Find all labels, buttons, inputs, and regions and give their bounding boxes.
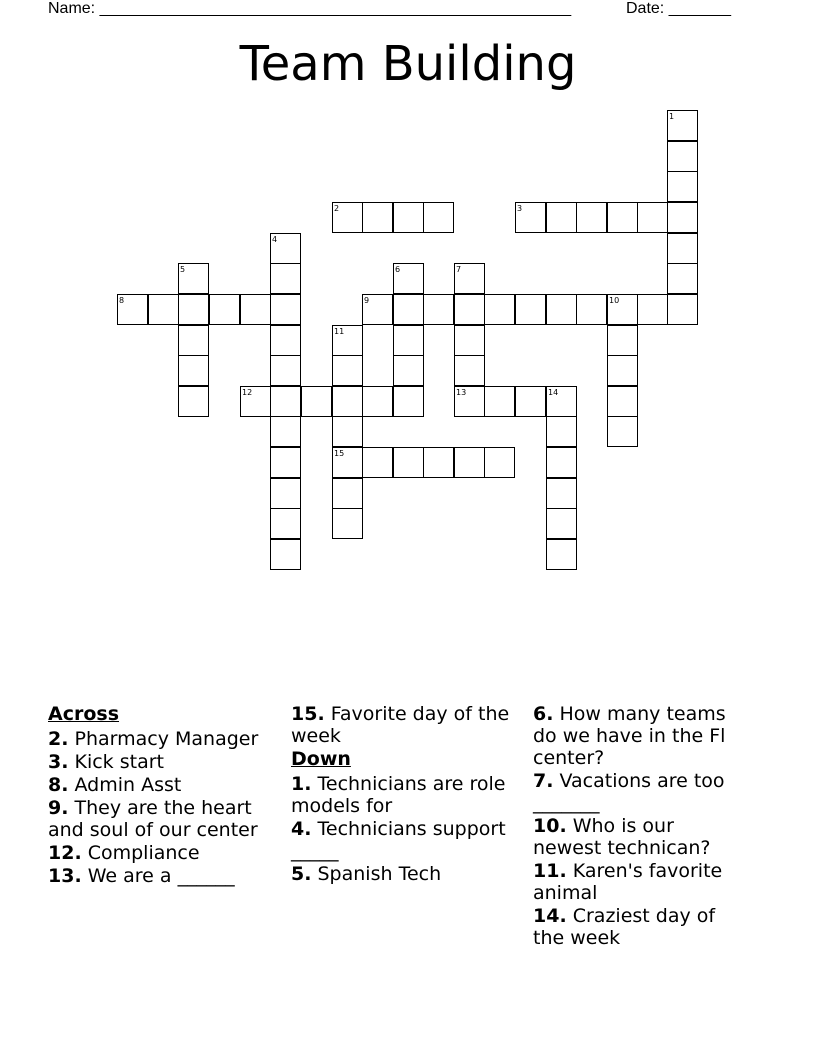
clue-text: Technicians are role models for — [291, 773, 506, 817]
clue-text: Pharmacy Manager — [74, 728, 259, 750]
grid-cell[interactable] — [484, 386, 515, 417]
clue-across-13 — [48, 865, 273, 887]
grid-cell[interactable] — [178, 294, 209, 325]
grid-cell[interactable] — [362, 202, 393, 233]
grid-cell[interactable] — [178, 386, 209, 417]
clue-down-7 — [533, 770, 748, 814]
clue-number: 3. — [48, 751, 69, 773]
grid-cell[interactable] — [423, 447, 454, 478]
clue-number-label: 11 — [334, 327, 345, 336]
grid-cell[interactable] — [546, 202, 577, 233]
clue-down-10 — [533, 815, 748, 859]
clue-across-15 — [291, 703, 516, 747]
clue-text: They are the heart and soul of our center — [48, 797, 258, 841]
grid-cell[interactable] — [362, 447, 393, 478]
grid-cell[interactable] — [454, 325, 485, 356]
grid-cell[interactable] — [546, 478, 577, 509]
grid-cell[interactable] — [484, 447, 515, 478]
grid-cell[interactable] — [393, 447, 424, 478]
grid-cell[interactable] — [270, 263, 301, 294]
grid-cell[interactable] — [667, 141, 698, 172]
clue-text: Favorite day of the week — [291, 703, 510, 747]
clue-number: 14. — [533, 905, 567, 927]
grid-cell[interactable] — [362, 386, 393, 417]
grid-cell[interactable] — [393, 355, 424, 386]
grid-cell[interactable] — [332, 416, 363, 447]
grid-cell[interactable] — [393, 386, 424, 417]
clue-across-12 — [48, 842, 273, 864]
grid-cell[interactable] — [270, 386, 301, 417]
clue-number: 1. — [291, 773, 312, 795]
grid-cell[interactable] — [301, 386, 332, 417]
clue-number-label: 6 — [395, 265, 401, 274]
grid-cell[interactable] — [240, 294, 271, 325]
grid-cell[interactable] — [667, 171, 698, 202]
grid-cell[interactable] — [393, 202, 424, 233]
grid-cell[interactable] — [576, 294, 607, 325]
grid-cell[interactable] — [546, 539, 577, 570]
clue-text: Technicians support _____ — [291, 818, 506, 862]
clue-text: We are a ______ — [87, 865, 235, 887]
clue-number-label: 4 — [272, 235, 278, 244]
clue-number-label: 2 — [334, 204, 340, 213]
grid-cell[interactable] — [178, 325, 209, 356]
clue-number: 12. — [48, 842, 82, 864]
down-heading: Down — [291, 748, 351, 770]
clue-down-4 — [291, 818, 516, 862]
clue-number-label: 15 — [334, 449, 345, 458]
grid-cell[interactable] — [607, 325, 638, 356]
grid-cell[interactable] — [270, 325, 301, 356]
clue-text: Compliance — [87, 842, 200, 864]
grid-cell[interactable] — [667, 294, 698, 325]
date-field[interactable]: Date: _______ — [626, 0, 731, 17]
grid-cell[interactable] — [270, 508, 301, 539]
grid-cell[interactable] — [423, 202, 454, 233]
clue-down-11 — [533, 860, 748, 904]
grid-cell[interactable] — [637, 294, 668, 325]
grid-cell[interactable] — [546, 508, 577, 539]
clue-text: Who is our newest technican? — [533, 815, 711, 859]
grid-cell[interactable] — [332, 508, 363, 539]
grid-cell[interactable] — [148, 294, 179, 325]
clue-number-label: 5 — [180, 265, 186, 274]
clue-number: 4. — [291, 818, 312, 840]
grid-cell[interactable] — [270, 478, 301, 509]
grid-cell[interactable] — [546, 447, 577, 478]
clue-text: Spanish Tech — [317, 863, 442, 885]
clue-number-label: 12 — [242, 388, 253, 397]
clue-across-3 — [48, 751, 273, 773]
grid-cell[interactable] — [393, 294, 424, 325]
grid-cell[interactable] — [270, 355, 301, 386]
clue-down-6 — [533, 703, 748, 769]
grid-cell[interactable] — [607, 202, 638, 233]
clue-column-1 — [48, 703, 273, 888]
grid-cell[interactable] — [546, 416, 577, 447]
clue-column-3 — [533, 703, 748, 950]
clue-number: 11. — [533, 860, 567, 882]
clue-down-14 — [533, 905, 748, 949]
grid-cell[interactable] — [209, 294, 240, 325]
grid-cell[interactable] — [667, 202, 698, 233]
clue-text: How many teams do we have in the Fl center? — [533, 703, 726, 769]
clue-number: 5. — [291, 863, 312, 885]
grid-cell[interactable] — [454, 355, 485, 386]
clue-number: 6. — [533, 703, 554, 725]
clue-number-label: 1 — [669, 112, 675, 121]
grid-cell[interactable] — [484, 294, 515, 325]
grid-cell[interactable] — [576, 202, 607, 233]
page-title: Team Building — [239, 36, 577, 92]
clue-number: 7. — [533, 770, 554, 792]
grid-cell[interactable] — [423, 294, 454, 325]
grid-cell[interactable] — [332, 478, 363, 509]
grid-cell[interactable] — [607, 355, 638, 386]
clue-number-label: 7 — [456, 265, 462, 274]
grid-cell[interactable] — [515, 386, 546, 417]
clue-number-label: 13 — [456, 388, 467, 397]
clue-number-label: 3 — [517, 204, 523, 213]
grid-cell[interactable] — [607, 416, 638, 447]
clue-number-label: 10 — [609, 296, 620, 305]
clue-text: Admin Asst — [74, 774, 182, 796]
clue-text: Vacations are too _______ — [533, 770, 725, 814]
clue-down-1 — [291, 773, 516, 817]
grid-cell[interactable] — [667, 233, 698, 264]
clue-number: 15. — [291, 703, 325, 725]
across-heading: Across — [48, 703, 120, 725]
grid-cell[interactable] — [270, 416, 301, 447]
clue-text: Craziest day of the week — [533, 905, 716, 949]
grid-cell[interactable] — [270, 447, 301, 478]
grid-cell[interactable] — [393, 325, 424, 356]
clue-across-8 — [48, 774, 273, 796]
grid-cell[interactable] — [515, 294, 546, 325]
grid-cell[interactable] — [546, 294, 577, 325]
clue-text: Kick start — [74, 751, 164, 773]
clue-across-2 — [48, 728, 273, 750]
clue-number: 10. — [533, 815, 567, 837]
grid-cell[interactable] — [332, 355, 363, 386]
grid-cell[interactable] — [270, 294, 301, 325]
clue-number: 8. — [48, 774, 69, 796]
clue-number: 2. — [48, 728, 69, 750]
clue-down-5 — [291, 863, 516, 885]
grid-cell[interactable] — [454, 294, 485, 325]
clue-number-label: 14 — [548, 388, 559, 397]
clue-number: 9. — [48, 797, 69, 819]
name-field[interactable]: Name: _____________________________________________________ — [48, 0, 572, 17]
clue-column-2 — [291, 703, 516, 886]
grid-cell[interactable] — [454, 447, 485, 478]
grid-cell[interactable] — [178, 355, 209, 386]
grid-cell[interactable] — [637, 202, 668, 233]
clue-number-label: 8 — [119, 296, 125, 305]
grid-cell[interactable] — [607, 386, 638, 417]
grid-cell[interactable] — [332, 386, 363, 417]
clue-text: Karen's favorite animal — [533, 860, 723, 904]
grid-cell[interactable] — [270, 539, 301, 570]
grid-cell[interactable] — [667, 263, 698, 294]
clue-number-label: 9 — [364, 296, 370, 305]
clue-across-9 — [48, 797, 273, 841]
clue-number: 13. — [48, 865, 82, 887]
